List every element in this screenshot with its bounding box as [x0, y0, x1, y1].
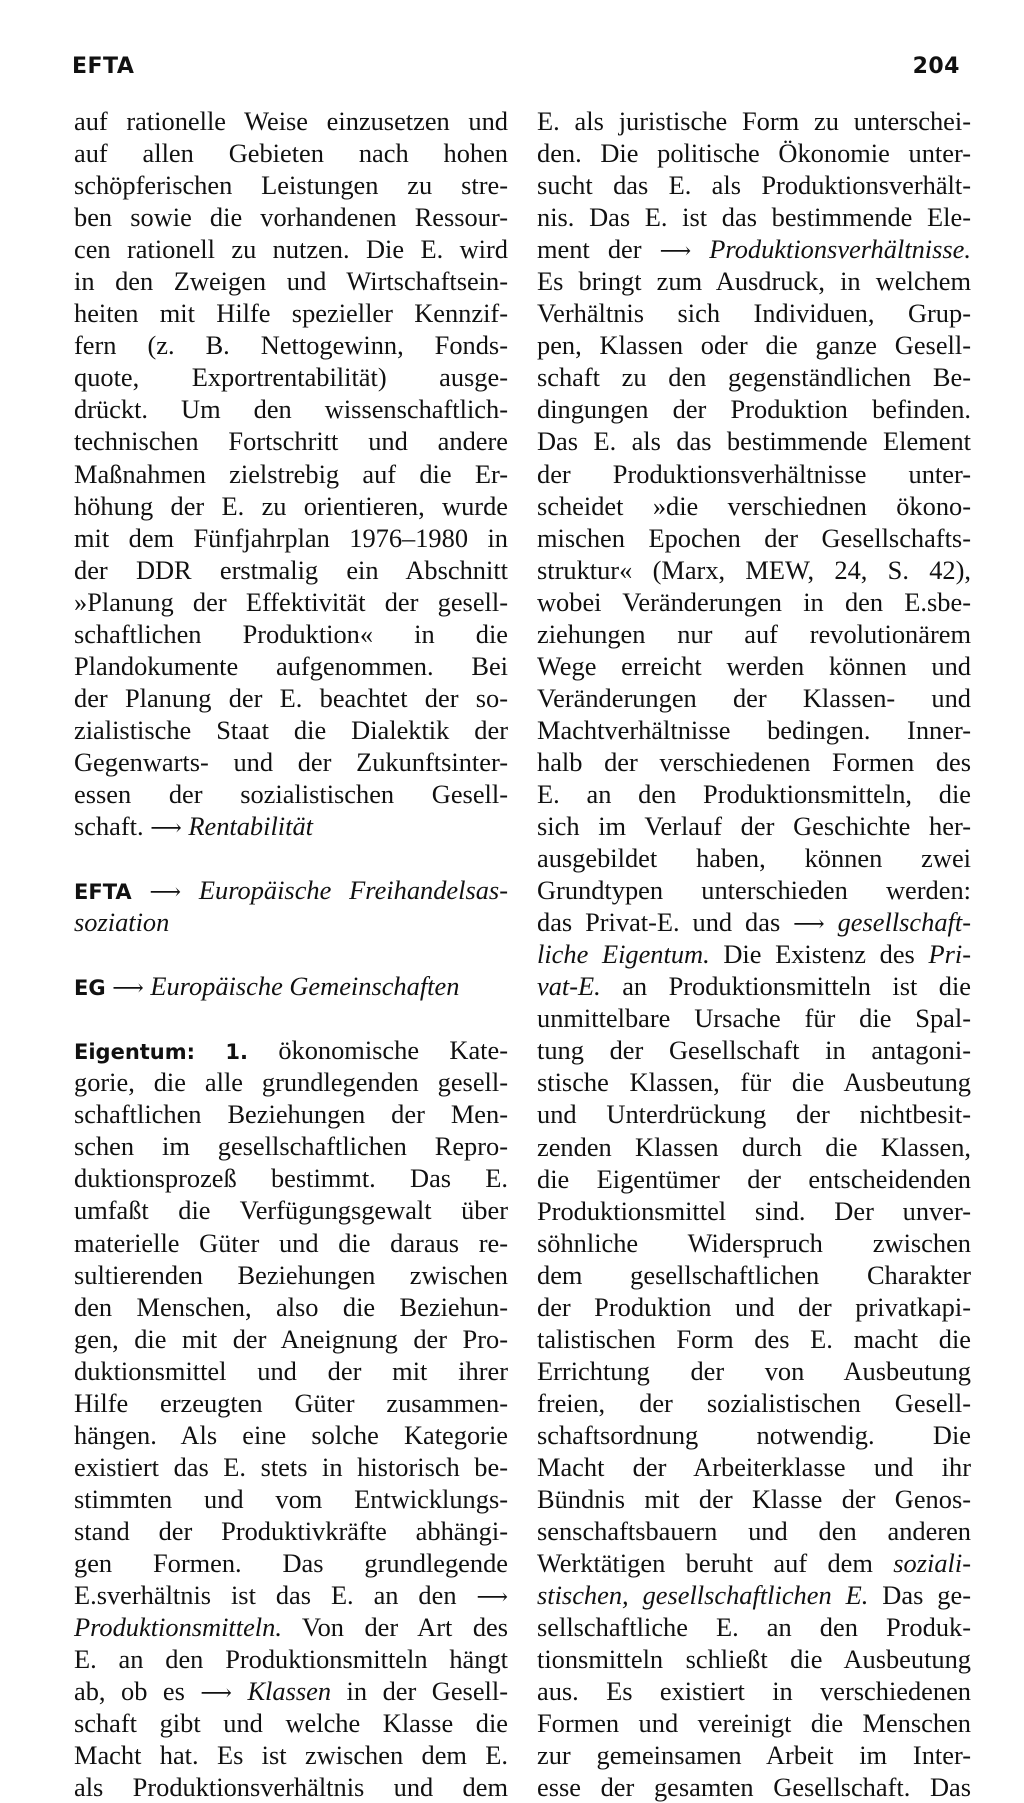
- text-line: existiert das E. stets in historisch be-: [74, 1451, 508, 1482]
- text-line: materielle Güter und die daraus re-: [74, 1227, 508, 1258]
- cross-reference-eg[interactable]: Europäische Gemeinschaften: [150, 971, 460, 1002]
- entry-eigentum: [74, 1034, 508, 1803]
- text-line: stische Klassen, für die Ausbeutung: [537, 1067, 971, 1098]
- text-line: freien, der sozialistischen Gesell-: [537, 1387, 971, 1418]
- text-line: die Eigentümer der entscheidenden: [537, 1163, 971, 1194]
- text-line: söhnliche Widerspruch zwischen: [537, 1227, 971, 1258]
- text-line: nis. Das E. ist das bestimmende Ele-: [537, 202, 971, 233]
- text-line: quote, Exportrentabilität) ausge-: [74, 362, 508, 393]
- entry-keyword-eg: EG: [74, 976, 106, 1001]
- text-line: aus. Es existiert in verschiedenen: [537, 1676, 971, 1707]
- text-line: duktionsprozeß bestimmt. Das E.: [74, 1163, 508, 1194]
- cross-reference-produktionsverhaeltnisse[interactable]: Produktionsverhältnisse.: [709, 234, 971, 265]
- cross-reference-arrow-icon: ⟶: [476, 1584, 509, 1610]
- text-line: zur gemeinsamen Arbeit im Inter-: [537, 1740, 971, 1771]
- sense-number: 1.: [225, 1040, 248, 1065]
- text-line: sellschaftliche E. an den Produk-: [537, 1612, 971, 1643]
- text-line: sucht das E. als Produktionsverhält-: [537, 170, 971, 201]
- text-line: duktionsmittel und der mit ihrer: [74, 1355, 508, 1386]
- entry-gap: [74, 1002, 508, 1034]
- text-line: Grundtypen unterschieden werden:: [537, 875, 971, 906]
- text-line: talistischen Form des E. macht die: [537, 1323, 971, 1354]
- text-line: ment der ⟶ Produktionsverhältnisse.: [537, 234, 971, 265]
- cross-reference-arrow-icon: ⟶: [659, 238, 692, 264]
- paragraph-effektivitaet-end: [74, 105, 508, 842]
- text-line: in den Zweigen und Wirtschaftsein-: [74, 266, 508, 297]
- entry-efta: [74, 874, 508, 938]
- entry-keyword-efta: EFTA: [74, 880, 132, 905]
- cross-reference-arrow-icon: ⟶: [793, 911, 825, 937]
- text-line: [74, 970, 508, 1002]
- text-line: Hilfe erzeugten Güter zusammen-: [74, 1387, 508, 1418]
- text-line: senschaftsbauern und den anderen: [537, 1516, 971, 1547]
- text-line: liche Eigentum. Die Existenz des Pri-: [537, 939, 971, 970]
- text-line: unmittelbare Ursache für die Spal-: [537, 1003, 971, 1034]
- text-line: auf allen Gebieten nach hohen: [74, 138, 508, 169]
- text-line: essen der sozialistischen Gesell-: [74, 778, 508, 809]
- entry-gap: [74, 938, 508, 970]
- text-line: ausgebildet haben, können zwei: [537, 843, 971, 874]
- text-line: und Unterdrückung der nichtbesit-: [537, 1099, 971, 1130]
- header-keyword: EFTA: [72, 54, 135, 79]
- text-line: sich im Verlauf der Geschichte her-: [537, 811, 971, 842]
- text-line: sultierenden Beziehungen zwischen: [74, 1259, 508, 1290]
- cross-reference-produktionsmitteln[interactable]: Produktionsmitteln.: [74, 1612, 282, 1643]
- text-line: Es bringt zum Ausdruck, in welchem: [537, 266, 971, 297]
- text-line: ab, ob es ⟶ Klassen in der Gesell-: [74, 1676, 508, 1707]
- cross-reference-rentabilitaet[interactable]: Rentabilität: [188, 811, 313, 842]
- term-privat-e: Pri-: [928, 939, 971, 970]
- cross-reference-arrow-icon: ⟶: [149, 879, 182, 905]
- text-line: Veränderungen der Klassen- und: [537, 682, 971, 713]
- cross-reference-arrow-icon: ⟶: [200, 1680, 232, 1706]
- text-line: Eigentum: 1. ökonomische Kate-: [74, 1035, 508, 1066]
- text-line: schaftlichen Produktion« in die: [74, 618, 508, 649]
- text-line: Formen und vereinigt die Menschen: [537, 1708, 971, 1739]
- text-line: Produktionsmitteln. Von der Art des: [74, 1612, 508, 1643]
- text-line: Das E. als das bestimmende Element: [537, 426, 971, 457]
- entry-eg: [74, 970, 508, 1002]
- text-line: »Planung der Effektivität der gesell-: [74, 586, 508, 617]
- text-line: struktur« (Marx, MEW, 24, S. 42),: [537, 554, 971, 585]
- cross-reference-arrow-icon: ⟶: [112, 975, 144, 1001]
- text-line: als Produktionsverhältnis und dem: [74, 1772, 508, 1803]
- text-line: wobei Veränderungen in den E.sbe-: [537, 586, 971, 617]
- text-line: schöpferischen Leistungen zu stre-: [74, 170, 508, 201]
- text-line: Produktionsmittel sind. Der unver-: [537, 1195, 971, 1226]
- entry-keyword-eigentum: Eigentum:: [74, 1040, 196, 1065]
- text-line: ziehungen nur auf revolutionärem: [537, 618, 971, 649]
- text-line: scheidet »die verschiednen ökono-: [537, 490, 971, 521]
- text-line: fern (z. B. Nettogewinn, Fonds-: [74, 330, 508, 361]
- cross-reference-gesellschaftliche-eigentum[interactable]: gesellschaft-: [837, 907, 971, 938]
- text-line: mit dem Fünfjahrplan 1976–1980 in: [74, 522, 508, 553]
- text-line: stimmten und vom Entwicklungs-: [74, 1483, 508, 1514]
- text-line: Gegenwarts- und der Zukunftsinter-: [74, 746, 508, 777]
- text-line: umfaßt die Verfügungsgewalt über: [74, 1195, 508, 1226]
- text-line: esse der gesamten Gesellschaft. Das: [537, 1772, 971, 1803]
- text-line: der Produktionsverhältnisse unter-: [537, 458, 971, 489]
- text-line: [74, 906, 508, 938]
- cross-reference-efta-cont[interactable]: soziation: [74, 907, 170, 938]
- text-line: das Privat-E. und das ⟶ gesellschaft-: [537, 907, 971, 938]
- text-line: Machtverhältnisse bedingen. Inner-: [537, 714, 971, 745]
- left-column: [74, 105, 508, 1803]
- text-line: mischen Epochen der Gesellschafts-: [537, 522, 971, 553]
- cross-reference-arrow-icon: ⟶: [150, 815, 182, 841]
- term-sozialistisches-eigentum: soziali-: [893, 1548, 971, 1579]
- running-head: [70, 50, 960, 90]
- text-line: tionsmitteln schließt die Ausbeutung: [537, 1644, 971, 1675]
- text-line: halb der verschiedenen Formen des: [537, 746, 971, 777]
- text-line: gen, die mit der Aneignung der Pro-: [74, 1323, 508, 1354]
- text-line: [74, 874, 508, 906]
- text-line: dem gesellschaftlichen Charakter: [537, 1259, 971, 1290]
- text-line: schaftsordnung notwendig. Die: [537, 1419, 971, 1450]
- text-line: Bündnis mit der Klasse der Genos-: [537, 1484, 971, 1515]
- right-column: [537, 105, 971, 1803]
- text-line: der Produktion und der privatkapi-: [537, 1291, 971, 1322]
- text-line: Wege erreicht werden können und: [537, 650, 971, 681]
- text-line: Macht hat. Es ist zwischen dem E.: [74, 1740, 508, 1771]
- term-privat-e-cont: vat-E.: [537, 971, 601, 1002]
- text-line: tung der Gesellschaft in antagoni-: [537, 1035, 971, 1066]
- text-line: zialistische Staat die Dialektik der: [74, 714, 508, 745]
- text-line: pen, Klassen oder die ganze Gesell-: [537, 330, 971, 361]
- text-line: den. Die politische Ökonomie unter-: [537, 138, 971, 169]
- term-sozialistisches-eigentum-cont: stischen, gesellschaftlichen E.: [537, 1580, 869, 1611]
- text-line: Werktätigen beruht auf dem soziali-: [537, 1548, 971, 1579]
- text-line: der Planung der E. beachtet der so-: [74, 682, 508, 713]
- text-line: den Menschen, also die Beziehun-: [74, 1291, 508, 1322]
- text-line: E. als juristische Form zu unterschei-: [537, 106, 971, 136]
- text-line: cen rationell zu nutzen. Die E. wird: [74, 234, 508, 265]
- text-line: E. an den Produktionsmitteln hängt: [74, 1644, 508, 1675]
- text-line: zenden Klassen durch die Klassen,: [537, 1131, 971, 1162]
- text-line: schaftlichen Beziehungen der Men-: [74, 1099, 508, 1130]
- entry-gap: [74, 842, 508, 874]
- text-line: ben sowie die vorhandenen Ressour-: [74, 202, 508, 233]
- text-line: technischen Fortschritt und andere: [74, 426, 508, 457]
- text-line: gorie, die alle grundlegenden gesell-: [74, 1067, 508, 1098]
- text-line: schaft. ⟶ Rentabilität: [74, 811, 313, 842]
- text-line: stand der Produktivkräfte abhängi-: [74, 1515, 508, 1546]
- text-line: auf rationelle Weise einzusetzen und: [74, 106, 508, 136]
- text-line: höhung der E. zu orientieren, wurde: [74, 490, 508, 521]
- text-line: hängen. Als eine solche Kategorie: [74, 1419, 508, 1450]
- page-number: 204: [912, 54, 960, 79]
- cross-reference-gesellschaftliche-eigentum-cont[interactable]: liche Eigentum.: [537, 939, 710, 970]
- text-line: Maßnahmen zielstrebig auf die Er-: [74, 458, 508, 489]
- text-line: heiten mit Hilfe spezieller Kennzif-: [74, 298, 508, 329]
- text-line: E.sverhältnis ist das E. an den ⟶: [74, 1580, 509, 1611]
- text-line: Verhältnis sich Individuen, Grup-: [537, 298, 971, 329]
- text-line: schaft gibt und welche Klasse die: [74, 1708, 508, 1739]
- text-line: stischen, gesellschaftlichen E. Das ge-: [537, 1580, 971, 1611]
- text-line: E. an den Produktionsmitteln, die: [537, 778, 971, 809]
- text-line: der DDR erstmalig ein Abschnitt: [74, 554, 508, 585]
- cross-reference-klassen[interactable]: Klassen: [247, 1676, 332, 1707]
- text-line: Macht der Arbeiterklasse und ihr: [537, 1451, 971, 1482]
- text-line: Errichtung der von Ausbeutung: [537, 1355, 971, 1386]
- text-line: drückt. Um den wissenschaftlich-: [74, 394, 508, 425]
- cross-reference-efta[interactable]: Europäische Freihandelsas-: [198, 875, 508, 906]
- text-line: gen Formen. Das grundlegende: [74, 1547, 508, 1578]
- text-line: dingungen der Produktion befinden.: [537, 394, 971, 425]
- text-line: vat-E. an Produktionsmitteln ist die: [537, 971, 971, 1002]
- text-line: Plandokumente aufgenommen. Bei: [74, 650, 508, 681]
- text-line: schen im gesellschaftlichen Repro-: [74, 1131, 508, 1162]
- text-line: schaft zu den gegenständlichen Be-: [537, 362, 971, 393]
